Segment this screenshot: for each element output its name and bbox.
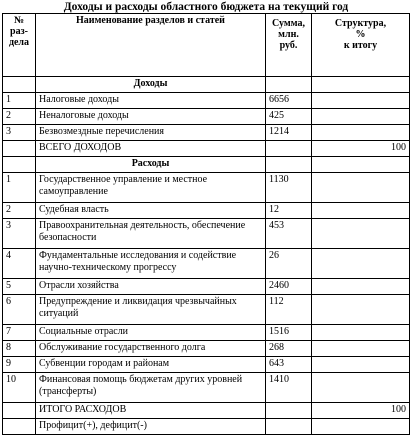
row-sum: 453 xyxy=(266,219,312,249)
row-name: Правоохранительная деятельность, обеспечение безопасности xyxy=(36,219,266,249)
row-sum: 6656 xyxy=(266,93,312,109)
row-structure xyxy=(312,125,410,141)
total-sum xyxy=(266,403,312,419)
section-structure-cell xyxy=(312,157,410,173)
header-section-number: № раз- дела xyxy=(3,14,36,77)
row-name: Финансовая помощь бюджетам других уровней (трансферты) xyxy=(36,373,266,403)
row-name: Государственное управление и местное самоуправление xyxy=(36,173,266,203)
section-number-cell xyxy=(3,77,36,93)
row-sum: 26 xyxy=(266,249,312,279)
row-sum: 425 xyxy=(266,109,312,125)
table-row xyxy=(3,341,410,357)
row-number: 1 xyxy=(3,93,36,109)
page-title: Доходы и расходы областного бюджета на текущий год xyxy=(63,1,349,13)
row-structure xyxy=(312,295,410,325)
row-sum: 12 xyxy=(266,203,312,219)
row-structure xyxy=(312,109,410,125)
row-name: Фундаментальные исследования и содействие научно-техническому прогрессу xyxy=(36,249,266,279)
row-structure xyxy=(312,219,410,249)
table-row xyxy=(3,219,410,249)
row-sum: 1410 xyxy=(266,373,312,403)
row-sum: 268 xyxy=(266,341,312,357)
row-structure xyxy=(312,341,410,357)
row-name: Неналоговые доходы xyxy=(36,109,266,125)
total-sum xyxy=(266,141,312,157)
row-structure xyxy=(312,203,410,219)
balance-row xyxy=(3,419,410,435)
section-structure-cell xyxy=(312,77,410,93)
total-number-cell xyxy=(3,141,36,157)
table-row xyxy=(3,249,410,279)
row-name: Безвозмездные перечисления xyxy=(36,125,266,141)
table-body xyxy=(3,77,410,435)
total-number-cell xyxy=(3,403,36,419)
row-name: Отрасли хозяйства xyxy=(36,279,266,295)
total-structure: 100 xyxy=(312,141,410,157)
row-sum: 2460 xyxy=(266,279,312,295)
table-header-row xyxy=(3,14,410,77)
total-structure: 100 xyxy=(312,403,410,419)
row-number: 2 xyxy=(3,109,36,125)
row-number: 6 xyxy=(3,295,36,325)
income-total-row xyxy=(3,141,410,157)
table-row xyxy=(3,295,410,325)
row-number: 4 xyxy=(3,249,36,279)
header-sum: Сумма, млн. руб. xyxy=(266,14,312,77)
row-number: 1 xyxy=(3,173,36,203)
income-section-header xyxy=(3,77,410,93)
expense-section-header xyxy=(3,157,410,173)
row-structure xyxy=(312,173,410,203)
section-label: Расходы xyxy=(36,157,266,173)
row-name: Предупреждение и ликвидация чрезвычайных ситуаций xyxy=(36,295,266,325)
table-row xyxy=(3,325,410,341)
header-name: Наименование разделов и статей xyxy=(36,14,266,77)
row-sum: 1516 xyxy=(266,325,312,341)
row-number: 3 xyxy=(3,219,36,249)
section-number-cell xyxy=(3,157,36,173)
table-row xyxy=(3,279,410,295)
row-number: 2 xyxy=(3,203,36,219)
total-name: Профицит(+), дефицит(-) xyxy=(36,419,266,435)
row-name: Обслуживание государственного долга xyxy=(36,341,266,357)
table-row xyxy=(3,173,410,203)
row-number: 9 xyxy=(3,357,36,373)
table-row xyxy=(3,93,410,109)
row-name: Налоговые доходы xyxy=(36,93,266,109)
row-sum: 112 xyxy=(266,295,312,325)
budget-table xyxy=(2,13,410,435)
table-row xyxy=(3,125,410,141)
row-number: 8 xyxy=(3,341,36,357)
row-structure xyxy=(312,357,410,373)
row-structure xyxy=(312,93,410,109)
total-number-cell xyxy=(3,419,36,435)
row-sum: 1130 xyxy=(266,173,312,203)
total-structure xyxy=(312,419,410,435)
row-name: Социальные отрасли xyxy=(36,325,266,341)
table-row xyxy=(3,203,410,219)
row-name: Субвенции городам и районам xyxy=(36,357,266,373)
total-name: ВСЕГО ДОХОДОВ xyxy=(36,141,266,157)
section-sum-cell xyxy=(266,157,312,173)
section-label: Доходы xyxy=(36,77,266,93)
table-row xyxy=(3,109,410,125)
row-number: 3 xyxy=(3,125,36,141)
section-sum-cell xyxy=(266,77,312,93)
expense-total-row xyxy=(3,403,410,419)
row-number: 7 xyxy=(3,325,36,341)
row-number: 5 xyxy=(3,279,36,295)
row-name: Судебная власть xyxy=(36,203,266,219)
row-structure xyxy=(312,249,410,279)
row-sum: 643 xyxy=(266,357,312,373)
table-row xyxy=(3,373,410,403)
row-number: 10 xyxy=(3,373,36,403)
table-row xyxy=(3,357,410,373)
row-sum: 1214 xyxy=(266,125,312,141)
row-structure xyxy=(312,373,410,403)
total-name: ИТОГО РАСХОДОВ xyxy=(36,403,266,419)
row-structure xyxy=(312,325,410,341)
header-structure: Структура, % к итогу xyxy=(312,14,410,77)
total-sum xyxy=(266,419,312,435)
row-structure xyxy=(312,279,410,295)
